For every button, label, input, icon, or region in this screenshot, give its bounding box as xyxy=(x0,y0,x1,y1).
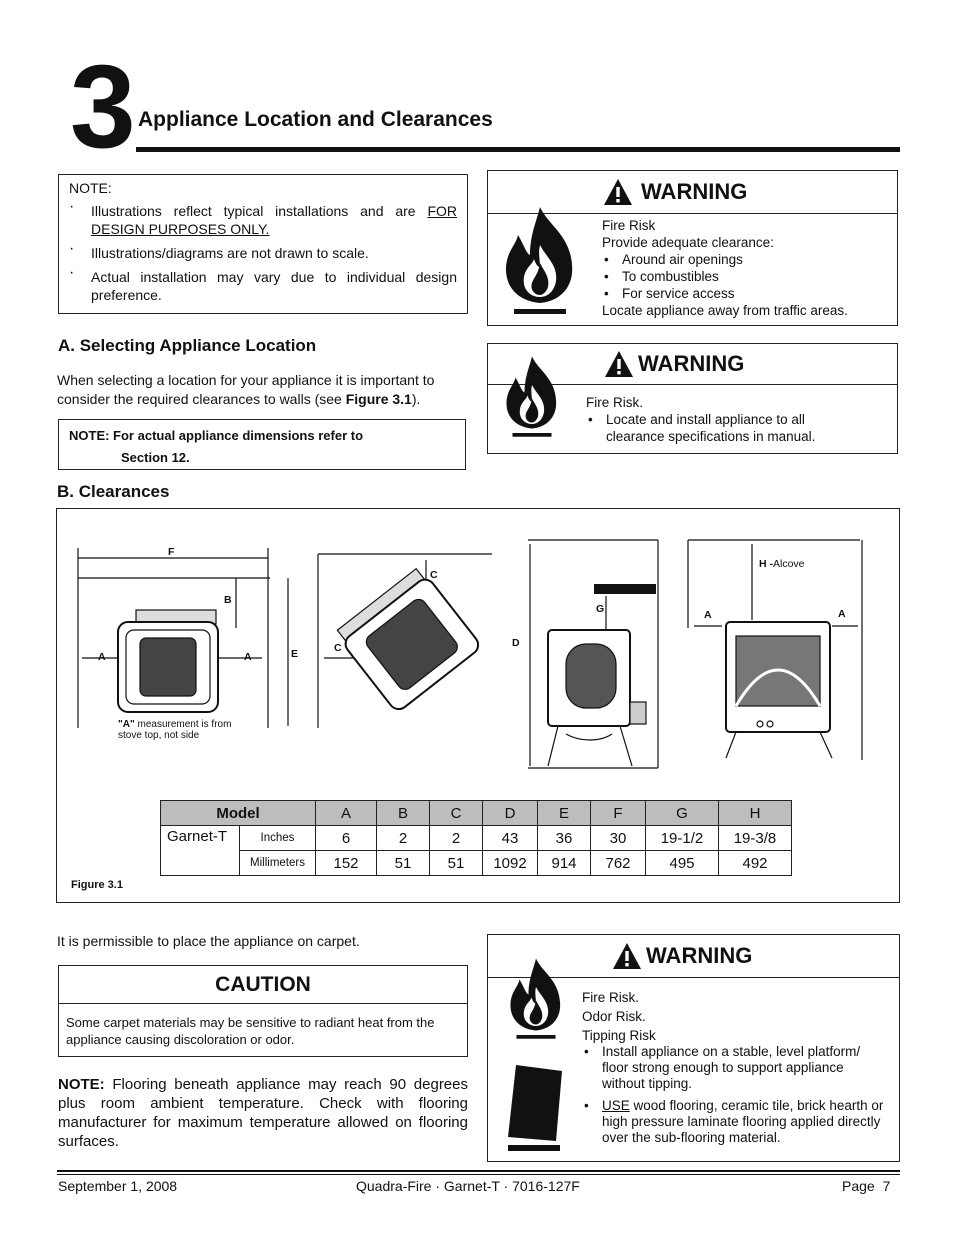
fire-icon xyxy=(502,354,562,440)
warning-triangle-icon xyxy=(612,942,642,970)
figure-caption: Figure 3.1 xyxy=(71,879,123,891)
chapter-rule xyxy=(136,147,900,152)
note-item-1: · Illustrations reflect typical installations and are FOR DESIGN PURPOSES ONLY. xyxy=(69,202,457,238)
warning-2-text: Fire Risk. • Locate and install appliance to all clearance specifications in manual. xyxy=(586,394,846,445)
section-b-heading: B. Clearances xyxy=(57,482,170,501)
caution-text: Some carpet materials may be sensitive to radiant heat from the appliance causing discoloration or odor. xyxy=(66,1015,435,1047)
warning-triangle-icon xyxy=(603,178,633,206)
warning-title: WARNING xyxy=(646,943,753,968)
footer-date: September 1, 2008 xyxy=(58,1178,178,1194)
warning-box-1 xyxy=(487,170,898,326)
note-item-2: · Illustrations/diagrams are not drawn to scale. xyxy=(69,244,457,262)
label-d: D xyxy=(512,637,520,649)
note-item-3: · Actual installation may vary due to individual design preference. xyxy=(69,268,457,304)
warning-box-3 xyxy=(487,934,900,1162)
footer-rule xyxy=(57,1174,900,1175)
label-a: A xyxy=(704,609,712,621)
label-g: G xyxy=(596,603,605,615)
label-e: E xyxy=(291,648,299,660)
fire-icon xyxy=(500,205,580,317)
label-c: C xyxy=(334,642,342,654)
dimensions-note-box: NOTE: For actual appliance dimensions refer to Section 12. xyxy=(58,419,466,470)
footer-rule xyxy=(57,1170,900,1172)
label-a: A xyxy=(98,651,106,663)
table-header-row: Model A B C D E F G H xyxy=(161,801,792,826)
label-f: F xyxy=(168,546,175,558)
warning-1-text: Fire Risk Provide adequate clearance: • Around air openings • To combustibles • For service access Locate appliance away from traffic areas. xyxy=(602,217,892,319)
carpet-text: It is permissible to place the appliance on carpet. xyxy=(57,933,360,949)
a-measurement-note: "A" measurement is from stove top, not side xyxy=(118,719,232,741)
label-a: A xyxy=(244,651,252,663)
section-a-heading: A. Selecting Appliance Location xyxy=(58,336,317,355)
table-row: Millimeters 152 51 51 1092 914 762 495 492 xyxy=(161,851,792,876)
chapter-title: Appliance Location and Clearances xyxy=(138,108,493,131)
footer-doc-id: Quadra-Fire · Garnet-T · 7016-127F xyxy=(356,1178,580,1194)
caution-title: CAUTION xyxy=(59,966,467,1004)
section-a-paragraph: When selecting a location for your appliance it is important to consider the required clearances to walls (see Figure 3.1). xyxy=(57,372,435,407)
chapter-number: 3 xyxy=(70,41,132,173)
table-row: Garnet-T Inches 6 2 2 43 36 30 19-1/2 19-3/8 xyxy=(161,826,792,851)
warning-title: WARNING xyxy=(641,179,748,204)
footer-page: Page 7 xyxy=(842,1178,891,1194)
flooring-note: NOTE: Flooring beneath appliance may reach 90 degrees plus room ambient temperature. Check with flooring manufacturer for maximum temperature allowed on flooring surfaces. xyxy=(58,1076,468,1150)
note-box xyxy=(58,174,468,314)
tipping-icon xyxy=(506,1065,564,1153)
design-purposes-text: FOR DESIGN PURPOSES ONLY. xyxy=(91,203,457,237)
clearance-table xyxy=(160,800,792,876)
label-a: A xyxy=(838,608,846,620)
caution-box xyxy=(58,965,468,1057)
warning-box-2 xyxy=(487,343,898,454)
warning-3-text: Fire Risk. Odor Risk. Tipping Risk • Install appliance on a stable, level platform/ floor strong enough to support appliance without tipping. • USE wood flooring, ceramic tile, brick hearth or high pressure laminate flooring applied directly over the sub-flooring material. xyxy=(582,989,888,1146)
label-c: C xyxy=(430,569,438,581)
label-b: B xyxy=(224,594,232,606)
warning-triangle-icon xyxy=(604,350,634,378)
warning-title: WARNING xyxy=(638,351,745,376)
note-heading: NOTE: xyxy=(69,180,112,196)
fire-icon xyxy=(506,957,566,1041)
label-h: H -Alcove xyxy=(759,558,805,570)
